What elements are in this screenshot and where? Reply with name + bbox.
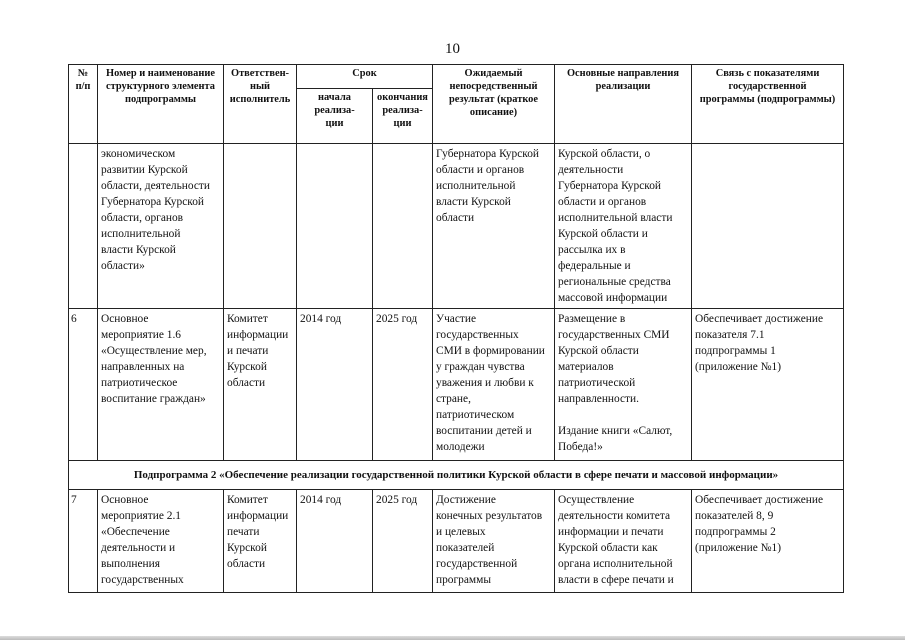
row-num xyxy=(69,144,98,309)
row-end: 2025 год xyxy=(373,490,433,593)
section-row xyxy=(69,461,844,490)
header-result: Ожидаемый непосредственный результат (краткое описание) xyxy=(433,65,555,144)
row-executor: Комитет информации и печати Курской области xyxy=(224,309,297,461)
measures-table xyxy=(68,64,844,593)
row-result: Достижение конечных результатов и целевых показателей государственной программы xyxy=(433,490,555,593)
header-num: № п/п xyxy=(69,65,98,144)
row-directions: Курской области, о деятельности Губернатора Курской области и органов исполнительной власти Курской области и рассылка их в федеральные и региональные средства массовой информации xyxy=(555,144,692,309)
header-link: Связь с показателями государственной программы (подпрограммы) xyxy=(692,65,844,144)
row-start: 2014 год xyxy=(297,309,373,461)
row-num: 7 xyxy=(69,490,98,593)
row-link xyxy=(692,144,844,309)
row-directions: Размещение в государственных СМИ Курской области материалов патриотической направленности. Издание книги «Салют, Победа!» xyxy=(555,309,692,461)
table-row xyxy=(69,309,844,461)
header-start: начала реализа- ции xyxy=(297,89,373,144)
section-title: Подпрограмма 2 «Обеспечение реализации государственной политики Курской области в сфере печати и массовой информации» xyxy=(69,461,844,490)
row-name: экономическом развитии Курской области, деятельности Губернатора Курской области, органов исполнительной власти Курской области» xyxy=(98,144,224,309)
row-name: Основное мероприятие 2.1 «Обеспечение деятельности и выполнения государственных xyxy=(98,490,224,593)
row-result: Губернатора Курской области и органов исполнительной власти Курской области xyxy=(433,144,555,309)
row-end: 2025 год xyxy=(373,309,433,461)
header-executor: Ответствен- ный исполнитель xyxy=(224,65,297,144)
table-row xyxy=(69,490,844,593)
row-executor: Комитет информации печати Курской области xyxy=(224,490,297,593)
row-result: Участие государственных СМИ в формировании у граждан чувства уважения и любви к стране, патриотическом воспитании детей и молодежи xyxy=(433,309,555,461)
page-number: 10 xyxy=(445,41,460,57)
row-link: Обеспечивает достижение показателя 7.1 подпрограммы 1 (приложение №1) xyxy=(692,309,844,461)
header-name: Номер и наименование структурного элемента подпрограммы xyxy=(98,65,224,144)
header-end: окончания реализа- ции xyxy=(373,89,433,144)
row-start: 2014 год xyxy=(297,490,373,593)
row-directions: Осуществление деятельности комитета информации и печати Курской области как органа исполнительной власти в сфере печати и xyxy=(555,490,692,593)
row-end xyxy=(373,144,433,309)
row-num: 6 xyxy=(69,309,98,461)
row-start xyxy=(297,144,373,309)
scan-edge xyxy=(0,636,905,640)
row-executor xyxy=(224,144,297,309)
table-row xyxy=(69,144,844,309)
header-term: Срок xyxy=(297,65,433,89)
row-link: Обеспечивает достижение показателей 8, 9 подпрограммы 2 (приложение №1) xyxy=(692,490,844,593)
row-name: Основное мероприятие 1.6 «Осуществление мер, направленных на патриотическое воспитание граждан» xyxy=(98,309,224,461)
header-directions: Основные направления реализации xyxy=(555,65,692,144)
